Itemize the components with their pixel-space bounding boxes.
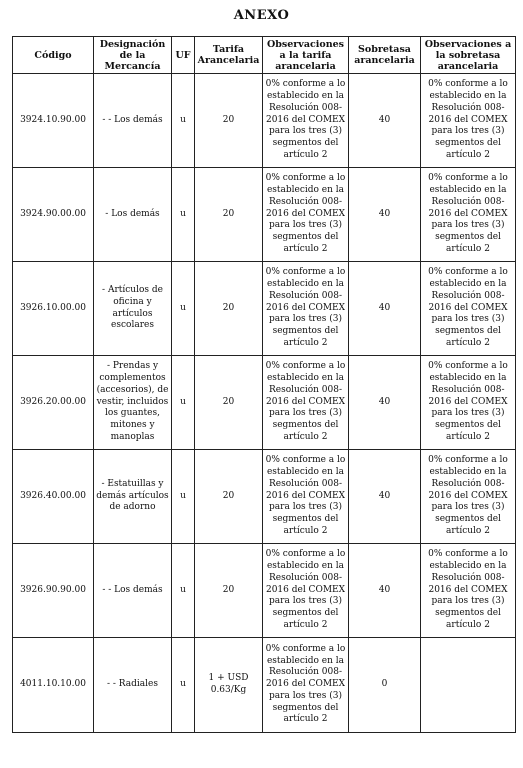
cell-obs-sobretasa: 0% conforme a lo establecido en la Resolución 008-2016 del COMEX para los tres (3) segmentos del artículo 2: [421, 74, 516, 168]
cell-obs-sobretasa: [421, 638, 516, 733]
cell-obs-tarifa: 0% conforme a lo establecido en la Resolución 008-2016 del COMEX para los tres (3) segmentos del artículo 2: [263, 262, 349, 356]
cell-obs-tarifa: 0% conforme a lo establecido en la Resolución 008-2016 del COMEX para los tres (3) segmentos del artículo 2: [263, 168, 349, 262]
table-row: [13, 638, 516, 733]
cell-tarifa: 20: [195, 74, 263, 168]
cell-designacion: - Prendas y complementos (accesorios), de vestir, incluidos los guantes, mitones y manoplas: [94, 356, 172, 450]
page-title: ANEXO: [233, 8, 290, 23]
cell-obs-tarifa: 0% conforme a lo establecido en la Resolución 008-2016 del COMEX para los tres (3) segmentos del artículo 2: [263, 356, 349, 450]
cell-uf: u: [172, 356, 195, 450]
table-row: [13, 262, 516, 356]
cell-tarifa: 1 + USD 0.63/Kg: [195, 638, 263, 733]
cell-codigo: 3926.40.00.00: [13, 450, 94, 544]
cell-obs-sobretasa: 0% conforme a lo establecido en la Resolución 008-2016 del COMEX para los tres (3) segmentos del artículo 2: [421, 450, 516, 544]
cell-sobretasa: 40: [349, 544, 421, 638]
cell-uf: u: [172, 638, 195, 733]
table-row: [13, 74, 516, 168]
header-obs-tarifa: Observaciones a la tarifa arancelaria: [263, 37, 349, 74]
header-designacion: Designación de la Mercancía: [94, 37, 172, 74]
cell-codigo: 3924.90.00.00: [13, 168, 94, 262]
header-obs-sobretasa: Observaciones a la sobretasa arancelaria: [421, 37, 516, 74]
cell-designacion: - Artículos de oficina y artículos escolares: [94, 262, 172, 356]
header-tarifa: Tarifa Arancelaria: [195, 37, 263, 74]
cell-obs-sobretasa: 0% conforme a lo establecido en la Resolución 008-2016 del COMEX para los tres (3) segmentos del artículo 2: [421, 262, 516, 356]
cell-codigo: 4011.10.10.00: [13, 638, 94, 733]
cell-sobretasa: 40: [349, 262, 421, 356]
cell-sobretasa: 0: [349, 638, 421, 733]
header-row: [13, 37, 516, 74]
header-uf: UF: [172, 37, 195, 74]
table-row: [13, 168, 516, 262]
cell-tarifa: 20: [195, 262, 263, 356]
cell-obs-tarifa: 0% conforme a lo establecido en la Resolución 008-2016 del COMEX para los tres (3) segmentos del artículo 2: [263, 74, 349, 168]
cell-designacion: - - Los demás: [94, 74, 172, 168]
cell-sobretasa: 40: [349, 356, 421, 450]
cell-obs-tarifa: 0% conforme a lo establecido en la Resolución 008-2016 del COMEX para los tres (3) segmentos del artículo 2: [263, 544, 349, 638]
tariff-table: [12, 36, 516, 733]
table-row: [13, 356, 516, 450]
cell-tarifa: 20: [195, 168, 263, 262]
cell-obs-sobretasa: 0% conforme a lo establecido en la Resolución 008-2016 del COMEX para los tres (3) segmentos del artículo 2: [421, 544, 516, 638]
cell-tarifa: 20: [195, 544, 263, 638]
cell-obs-tarifa: 0% conforme a lo establecido en la Resolución 008-2016 del COMEX para los tres (3) segmentos del artículo 2: [263, 638, 349, 733]
cell-obs-tarifa: 0% conforme a lo establecido en la Resolución 008-2016 del COMEX para los tres (3) segmentos del artículo 2: [263, 450, 349, 544]
cell-uf: u: [172, 450, 195, 544]
cell-tarifa: 20: [195, 450, 263, 544]
cell-codigo: 3926.10.00.00: [13, 262, 94, 356]
cell-sobretasa: 40: [349, 168, 421, 262]
cell-designacion: - Estatuillas y demás artículos de adorno: [94, 450, 172, 544]
cell-uf: u: [172, 74, 195, 168]
cell-codigo: 3926.20.00.00: [13, 356, 94, 450]
cell-designacion: - Los demás: [94, 168, 172, 262]
table-row: [13, 450, 516, 544]
cell-obs-sobretasa: 0% conforme a lo establecido en la Resolución 008-2016 del COMEX para los tres (3) segmentos del artículo 2: [421, 356, 516, 450]
header-sobretasa: Sobretasa arancelaria: [349, 37, 421, 74]
header-codigo: Código: [13, 37, 94, 74]
cell-tarifa: 20: [195, 356, 263, 450]
cell-obs-sobretasa: 0% conforme a lo establecido en la Resolución 008-2016 del COMEX para los tres (3) segmentos del artículo 2: [421, 168, 516, 262]
cell-designacion: - - Radiales: [94, 638, 172, 733]
cell-sobretasa: 40: [349, 450, 421, 544]
cell-codigo: 3924.10.90.00: [13, 74, 94, 168]
cell-codigo: 3926.90.90.00: [13, 544, 94, 638]
cell-uf: u: [172, 262, 195, 356]
cell-designacion: - - Los demás: [94, 544, 172, 638]
cell-uf: u: [172, 544, 195, 638]
table-row: [13, 544, 516, 638]
cell-sobretasa: 40: [349, 74, 421, 168]
cell-uf: u: [172, 168, 195, 262]
